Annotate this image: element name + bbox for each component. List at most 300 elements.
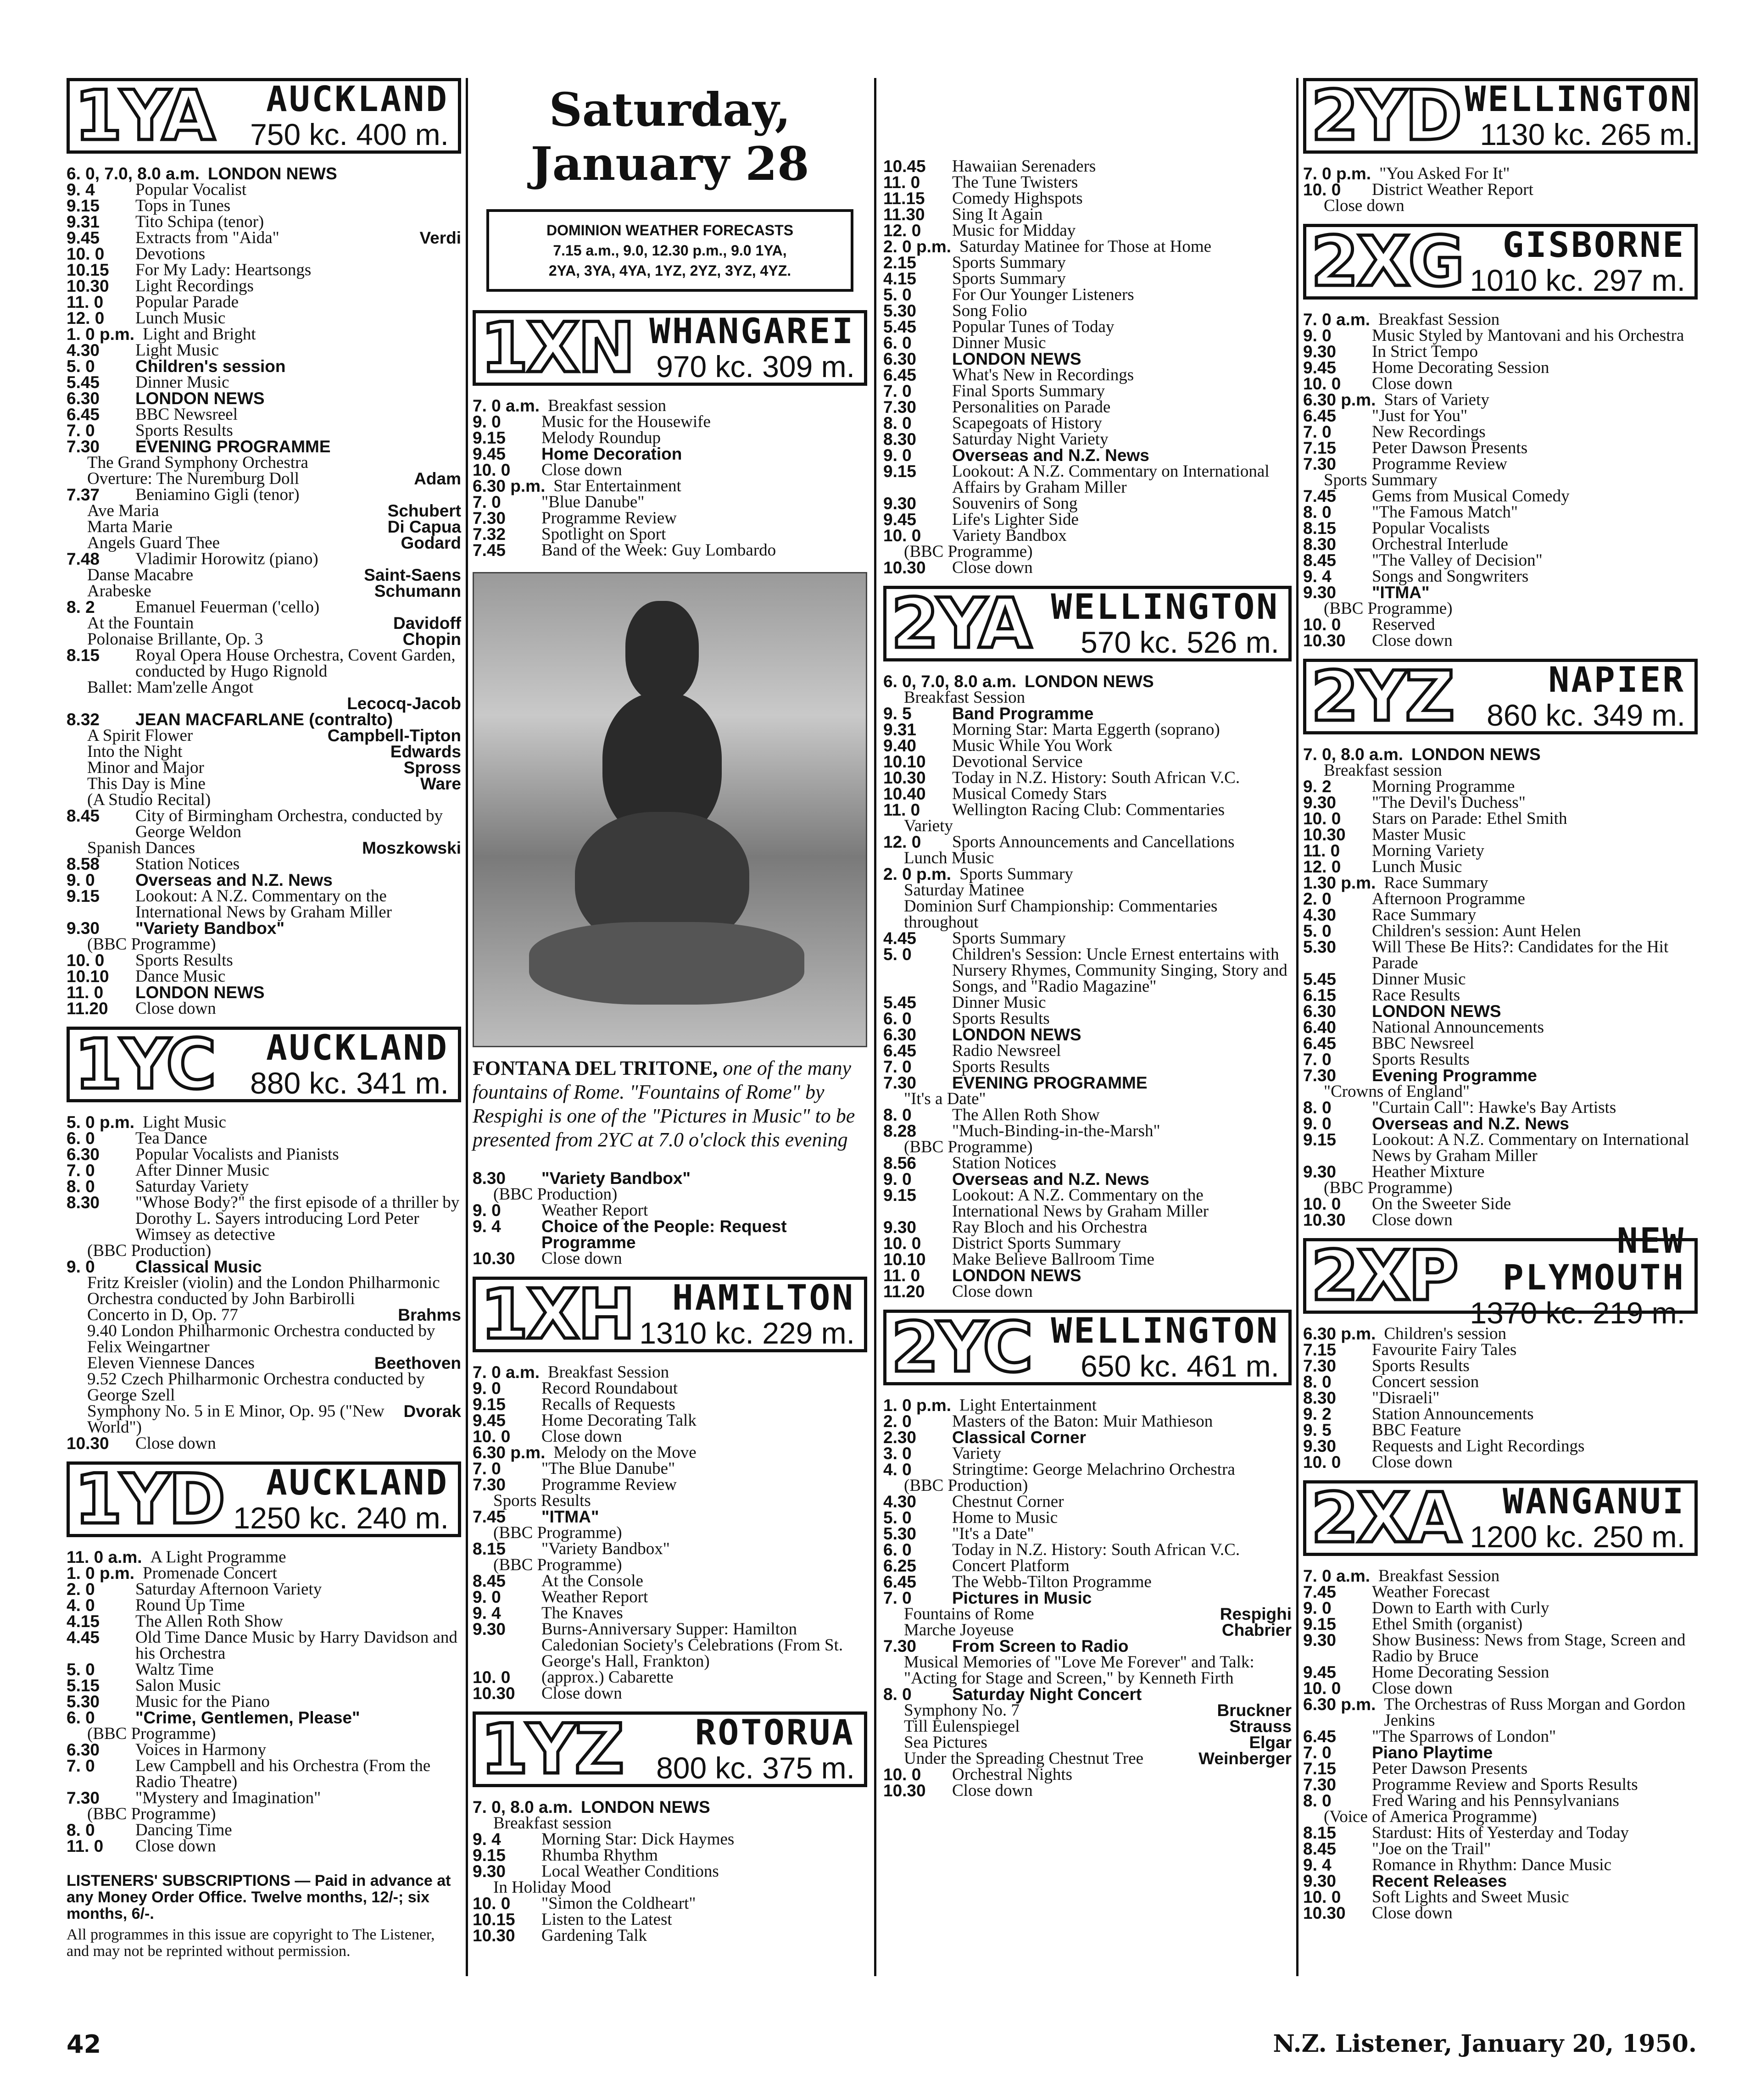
programme-time: 9.45 xyxy=(1303,358,1337,377)
programme-entry xyxy=(1303,552,1698,568)
programme-subline xyxy=(67,1307,461,1323)
programme-title: Lew Campbell and his Orchestra (From the Radio Theatre) xyxy=(135,1756,431,1791)
programme-title: Programme Review xyxy=(541,1475,677,1494)
programme-title: Stardust: Hits of Yesterday and Today xyxy=(1372,1823,1629,1842)
programme-subtext: (BBC Programme) xyxy=(87,1805,216,1823)
programme-entry xyxy=(473,1250,867,1267)
programme-title: Overseas and N.Z. News xyxy=(135,871,333,889)
programme-entry xyxy=(1303,1873,1698,1889)
programme-entry xyxy=(67,984,461,1000)
programme-entry xyxy=(1303,440,1698,456)
programme-entry xyxy=(883,1043,1292,1059)
programme-entry xyxy=(1303,746,1698,762)
programme-title: "The Devil's Duchess" xyxy=(1372,793,1526,812)
composer-name: Lecocq-Jacob xyxy=(347,694,461,713)
programme-entry xyxy=(67,1435,461,1451)
programme-time: 7. 0 a.m. xyxy=(1303,310,1371,329)
programme-title: Recent Releases xyxy=(1372,1872,1507,1890)
programme-entry xyxy=(1303,1019,1698,1035)
programme-entry xyxy=(883,1075,1292,1091)
programme-title: Master Music xyxy=(1372,825,1466,844)
programme-time: 7.30 xyxy=(883,1073,917,1092)
programme-title: Music for Midday xyxy=(952,221,1076,240)
programme-subline xyxy=(883,1654,1292,1686)
programme-time: 10. 0 xyxy=(67,244,105,263)
station-call-sign: 2YZ xyxy=(1311,656,1453,737)
programme-title: Popular Vocalists xyxy=(1372,519,1490,538)
composer-name: Schubert xyxy=(387,501,461,520)
programme-entry xyxy=(1303,1728,1698,1744)
programme-time: 6.30 p.m. xyxy=(473,1443,546,1462)
programme-title: Morning Programme xyxy=(1372,777,1515,796)
weather-line-2: 2YA, 3YA, 4YA, 1YZ, 2YZ, 3YZ, 4YZ. xyxy=(548,262,791,279)
programme-entry xyxy=(883,834,1292,850)
programme-entry xyxy=(883,1590,1292,1606)
programme-entry xyxy=(883,1219,1292,1235)
station-city: WELLINGTON xyxy=(1051,586,1279,627)
programme-time: 10.30 xyxy=(67,277,109,295)
programme-time: 9.15 xyxy=(67,887,100,906)
programme-subline xyxy=(67,1371,461,1403)
programme-subline xyxy=(883,1606,1292,1622)
programme-subtext: Breakfast session xyxy=(493,1814,612,1833)
station-call-sign: 1XN xyxy=(480,308,634,388)
programme-subtext: Polonaise Brillante, Op. 3 xyxy=(87,630,263,649)
programme-time: 9.15 xyxy=(883,1186,917,1205)
station-call-sign: 2YA xyxy=(891,583,1030,664)
programme-entry xyxy=(883,1445,1292,1461)
programme-entry xyxy=(1303,633,1698,649)
programme-subline xyxy=(883,1750,1292,1767)
programme-title: "Simon the Coldheart" xyxy=(541,1894,696,1913)
programme-time: 7.30 xyxy=(883,398,917,417)
programme-title: Soft Lights and Sweet Music xyxy=(1372,1888,1569,1906)
programme-title: EVENING PROGRAMME xyxy=(952,1073,1148,1092)
station-1ya xyxy=(67,78,461,1017)
programme-entry xyxy=(883,1429,1292,1445)
programme-time: 9. 4 xyxy=(473,1604,501,1622)
programme-time: 4.15 xyxy=(67,1612,100,1631)
station-info xyxy=(638,310,864,383)
programme-entry xyxy=(1303,1326,1698,1342)
programme-title: Dancing Time xyxy=(135,1821,232,1839)
programme-time: 11. 0 xyxy=(883,800,920,819)
programme-entry xyxy=(883,1107,1292,1123)
programme-title: After Dinner Music xyxy=(135,1161,269,1180)
programme-title: Gardening Talk xyxy=(541,1926,647,1945)
programme-title: Tops in Tunes xyxy=(135,196,231,215)
programme-title: Weather Forecast xyxy=(1372,1583,1490,1601)
programme-title: Sports Summary xyxy=(952,253,1066,272)
programme-entry xyxy=(1303,328,1698,344)
programme-entry xyxy=(883,1767,1292,1783)
programme-entry xyxy=(1303,843,1698,859)
station-header xyxy=(473,1274,867,1355)
programme-time: 9.30 xyxy=(883,494,917,513)
programme-entry xyxy=(473,1831,867,1847)
station-city: AUCKLAND xyxy=(266,1461,449,1503)
composer-name: Saint-Saens xyxy=(364,566,461,584)
programme-time: 9.45 xyxy=(473,444,506,463)
programme-title: In Strict Tempo xyxy=(1372,342,1478,361)
programme-time: 6.45 xyxy=(883,1041,917,1060)
programme-time: 6.30 xyxy=(67,389,100,408)
programme-title: The Allen Roth Show xyxy=(135,1612,283,1631)
programme-title: Lunch Music xyxy=(135,309,226,328)
programme-time: 6.40 xyxy=(1303,1018,1337,1037)
programme-title: Breakfast Session xyxy=(548,1363,669,1382)
programme-entry xyxy=(1303,1003,1698,1019)
programme-title: Classical Music xyxy=(135,1257,262,1276)
programme-subline xyxy=(883,1718,1292,1734)
programme-entry xyxy=(883,319,1292,335)
programme-entry xyxy=(1303,1744,1698,1761)
programme-entry xyxy=(473,1477,867,1493)
programme-title: "Crime, Gentlemen, Please" xyxy=(135,1708,360,1727)
programme-time: 2. 0 xyxy=(67,1580,95,1599)
programme-time: 6.30 p.m. xyxy=(1303,1695,1376,1714)
programme-time: 6. 0, 7.0, 8.0 a.m. xyxy=(67,164,200,183)
programme-title: Musical Comedy Stars xyxy=(952,784,1107,803)
programme-time: 1. 0 p.m. xyxy=(67,1564,135,1583)
programme-time: 5. 0 p.m. xyxy=(67,1113,135,1132)
programme-subtext: (BBC Programme) xyxy=(904,542,1033,561)
programme-entry xyxy=(1303,1761,1698,1777)
station-frequency: 970 kc. 309 m. xyxy=(656,349,855,383)
programme-entry xyxy=(473,398,867,414)
programme-entry xyxy=(473,1685,867,1701)
programme-title: "Blue Danube" xyxy=(541,493,645,511)
programme-title: "Much-Binding-in-the-Marsh" xyxy=(952,1122,1160,1140)
programme-entry xyxy=(1303,182,1698,198)
programme-time: 6.45 xyxy=(67,405,100,424)
programme-time: 8.28 xyxy=(883,1122,917,1140)
station-call-sign: 2XG xyxy=(1311,222,1463,302)
programme-subtext: (A Studio Recital) xyxy=(87,790,211,809)
station-call-sign: 1YD xyxy=(74,1459,224,1539)
programme-entry xyxy=(67,968,461,984)
programme-title: LONDON NEWS xyxy=(1372,1002,1501,1021)
programme-time: 9. 2 xyxy=(1303,777,1332,796)
programme-subtext: (BBC Production) xyxy=(87,1241,212,1260)
programme-subtext: Musical Memories of "Love Me Forever" and Talk: "Acting for Stage and Screen," by Kenneth Firth xyxy=(904,1653,1254,1688)
programme-title: Close down xyxy=(135,1434,216,1453)
programme-time: 8.30 xyxy=(1303,1389,1337,1407)
programme-subtext: At the Fountain xyxy=(87,614,194,633)
programme-title: Heather Mixture xyxy=(1372,1162,1485,1181)
station-city: WANGANUI xyxy=(1502,1480,1685,1522)
programme-title: Race Summary xyxy=(1384,873,1488,892)
programme-time: 6.25 xyxy=(883,1556,917,1575)
programme-title: Chestnut Corner xyxy=(952,1492,1064,1511)
programme-title: Spotlight on Sport xyxy=(541,525,666,544)
programme-entry xyxy=(473,478,867,494)
programme-title: District Sports Summary xyxy=(952,1234,1121,1253)
programme-subtext: (BBC Programme) xyxy=(1324,599,1453,618)
programme-time: 7.30 xyxy=(1303,1356,1337,1375)
programme-entry xyxy=(67,1565,461,1581)
programme-entry xyxy=(473,1605,867,1621)
programme-entry xyxy=(883,754,1292,770)
programme-title: Burns-Anniversary Supper: Hamilton Caledonian Society's Celebrations (From St. George's Hall, Frankton) xyxy=(541,1620,843,1671)
programme-time: 10. 0 xyxy=(883,526,921,545)
programme-time: 7. 0 xyxy=(473,1459,501,1478)
programme-time: 11. 0 xyxy=(67,983,104,1002)
programme-entry xyxy=(1303,1793,1698,1809)
programme-subtext: Angels Guard Thee xyxy=(87,533,220,552)
programme-subline xyxy=(883,850,1292,866)
programme-subtext: (BBC Production) xyxy=(493,1185,618,1204)
programme-entry xyxy=(1303,907,1698,923)
programme-title: What's New in Recordings xyxy=(952,366,1134,384)
programme-entry xyxy=(883,1171,1292,1187)
programme-title: Tito Schipa (tenor) xyxy=(135,212,264,231)
programme-title: Romance in Rhythm: Dance Music xyxy=(1372,1856,1612,1874)
composer-name: Di Capua xyxy=(387,517,461,536)
programme-time: 9. 5 xyxy=(883,704,912,723)
programme-entry xyxy=(1303,392,1698,408)
column-1 xyxy=(67,78,461,1960)
programme-entry xyxy=(67,1259,461,1275)
programme-time: 4.15 xyxy=(883,269,917,288)
programme-title: Sing It Again xyxy=(952,205,1043,224)
programme-time: 9. 4 xyxy=(1303,1856,1332,1874)
programme-title: Piano Playtime xyxy=(1372,1743,1493,1762)
programme-entry xyxy=(67,1678,461,1694)
programme-entry xyxy=(883,1155,1292,1171)
programme-title: Concert Platform xyxy=(952,1556,1070,1575)
programme-time: 10. 0 xyxy=(473,1894,511,1913)
programme-entry xyxy=(883,206,1292,222)
programme-title: Saturday Afternoon Variety xyxy=(135,1580,322,1599)
programme-time: 7.30 xyxy=(67,437,100,456)
programme-time: 9.30 xyxy=(1303,583,1337,602)
programme-time: 11.15 xyxy=(883,189,925,208)
programme-time: 6. 0 xyxy=(883,1540,912,1559)
programme-subline xyxy=(473,1557,867,1573)
programme-entry xyxy=(883,560,1292,576)
programme-subline xyxy=(883,898,1292,930)
programme-time: 9.45 xyxy=(67,228,100,247)
programme-title: Rhumba Rhythm xyxy=(541,1846,658,1865)
programme-entry xyxy=(67,1178,461,1194)
station-city: NEW PLYMOUTH xyxy=(1502,1220,1685,1298)
programme-title: Round Up Time xyxy=(135,1596,245,1615)
programme-title: Pictures in Music xyxy=(952,1589,1092,1607)
station-header xyxy=(1303,224,1698,300)
programme-entry xyxy=(1303,584,1698,600)
composer-name: Campbell-Tipton xyxy=(327,726,461,745)
copyright-text: All programmes in this issue are copyright to The Listener, and may not be reprinted without permission. xyxy=(67,1926,435,1960)
programme-time: 7. 0, 8.0 a.m. xyxy=(473,1798,573,1817)
programme-title: Choice of the People: Request Programme xyxy=(541,1217,787,1252)
programme-entry xyxy=(1303,859,1698,875)
programme-title: "You Asked For It" xyxy=(1379,164,1510,183)
programme-title: Music for the Housewife xyxy=(541,412,711,431)
programme-subtext: Till Eulenspiegel xyxy=(904,1717,1020,1736)
programme-title: Close down xyxy=(1372,1453,1453,1472)
programme-time: 10.15 xyxy=(67,261,109,279)
station-info xyxy=(218,78,458,151)
programme-title: Lookout: A N.Z. Commentary on the International News by Graham Miller xyxy=(135,887,392,922)
programme-subtext: 9.52 Czech Philharmonic Orchestra conducted by George Szell xyxy=(87,1370,425,1405)
programme-time: 10.10 xyxy=(67,967,109,986)
programme-title: The Allen Roth Show xyxy=(952,1106,1100,1124)
programme-title: Light Music xyxy=(135,341,219,360)
programme-entry xyxy=(1303,520,1698,536)
programme-time: 8.45 xyxy=(1303,1839,1337,1858)
station-frequency: 1310 kc. 229 m. xyxy=(639,1316,855,1350)
programme-time: 12. 0 xyxy=(883,833,921,851)
programme-time: 7. 0 a.m. xyxy=(473,1363,540,1382)
programme-title: LONDON NEWS xyxy=(135,983,265,1002)
programme-subtext: Ballet: Mam'zelle Angot xyxy=(87,678,254,697)
programme-title: LONDON NEWS xyxy=(1411,745,1541,764)
programme-entry xyxy=(883,994,1292,1011)
programme-entry xyxy=(473,542,867,558)
page-title: Saturday, January 28 xyxy=(530,83,809,191)
column-4 xyxy=(1303,78,1698,1921)
programme-title: LONDON NEWS xyxy=(135,389,265,408)
programme-time: 9.30 xyxy=(473,1862,506,1881)
programme-subtext: Sea Pictures xyxy=(904,1733,987,1752)
programme-entry xyxy=(883,447,1292,463)
programme-title: Sports Summary xyxy=(952,269,1066,288)
programme-time: 7.30 xyxy=(1303,1066,1337,1085)
programme-title: From Screen to Radio xyxy=(952,1637,1129,1656)
programme-entry xyxy=(1303,1132,1698,1164)
programme-title: Popular Tunes of Today xyxy=(952,317,1115,336)
programme-time: 7.37 xyxy=(67,485,100,504)
programme-time: 10.30 xyxy=(883,768,926,787)
programme-time: 5. 0 xyxy=(67,1660,95,1679)
programme-entry xyxy=(1303,1600,1698,1616)
programme-entry xyxy=(473,1444,867,1461)
programme-subline xyxy=(883,882,1292,898)
programme-time: 8.58 xyxy=(67,855,100,873)
station-city: HAMILTON xyxy=(672,1277,855,1318)
programme-title: Waltz Time xyxy=(135,1660,214,1679)
programme-title: Home Decorating Talk xyxy=(541,1411,697,1430)
programme-title: Souvenirs of Song xyxy=(952,494,1078,513)
spacer xyxy=(87,695,347,711)
programme-title: BBC Newsreel xyxy=(1372,1034,1474,1053)
programme-title: Race Summary xyxy=(1372,906,1477,924)
programme-time: 6.30 xyxy=(1303,1002,1337,1021)
programme-title: Music for the Piano xyxy=(135,1692,270,1711)
programme-time: 7.45 xyxy=(1303,1583,1337,1601)
programme-time: 9. 0 xyxy=(883,1170,912,1189)
programme-subtext: Symphony No. 5 in E Minor, Op. 95 ("New World") xyxy=(87,1402,385,1437)
station-header xyxy=(67,1461,461,1537)
subscriptions-text: LISTENERS' SUBSCRIPTIONS — Paid in advance at any Money Order Office. Twelve months, 12/-; six months, 6/-. xyxy=(67,1872,451,1922)
programme-title: Sports Results xyxy=(1372,1050,1470,1069)
programme-subline xyxy=(473,1493,867,1509)
programme-title: National Announcements xyxy=(1372,1018,1544,1037)
programme-title: "Variety Bandbox" xyxy=(541,1169,691,1188)
programme-entry xyxy=(67,1581,461,1597)
programme-time: 6. 0 xyxy=(883,1009,912,1028)
programme-entry xyxy=(67,1838,461,1854)
programme-entry xyxy=(1303,1438,1698,1454)
programme-time: 7.15 xyxy=(1303,439,1337,457)
programme-subtext: A Spirit Flower xyxy=(87,726,193,745)
programme-time: 11. 0 xyxy=(67,293,104,311)
programme-subline xyxy=(67,776,461,792)
station-info xyxy=(1036,1310,1288,1383)
programme-title: Home to Music xyxy=(952,1508,1058,1527)
programme-time: 10.30 xyxy=(473,1249,515,1268)
programme-title: Programme Review and Sports Results xyxy=(1372,1775,1638,1794)
programme-time: 6. 0 xyxy=(883,333,912,352)
programme-entry xyxy=(883,1283,1292,1300)
programme-time: 5.45 xyxy=(1303,970,1337,989)
programme-time: 11. 0 xyxy=(67,1837,104,1856)
programme-entry xyxy=(1303,1422,1698,1438)
programme-title: Favourite Fairy Tales xyxy=(1372,1340,1517,1359)
programme-entry xyxy=(883,158,1292,174)
programme-time: 6.30 p.m. xyxy=(473,477,546,495)
station-call-sign: 2XP xyxy=(1311,1236,1457,1316)
programme-title: LONDON NEWS xyxy=(581,1798,710,1817)
programme-subtext: Into the Night xyxy=(87,742,183,761)
programme-title: Star Entertainment xyxy=(553,477,681,495)
programme-entry xyxy=(473,1621,867,1669)
programme-time: 8.45 xyxy=(67,806,100,825)
programme-time: 2. 0 xyxy=(883,1412,912,1431)
station-city: ROTORUA xyxy=(695,1711,855,1753)
programme-title: Sports Results xyxy=(135,951,233,970)
programme-time: 9.15 xyxy=(1303,1615,1337,1633)
programme-entry xyxy=(883,1558,1292,1574)
programme-title: "Curtain Call": Hawke's Bay Artists xyxy=(1372,1098,1616,1117)
station-header xyxy=(67,1024,461,1105)
programme-entry xyxy=(883,415,1292,431)
programme-title: Dance Music xyxy=(135,967,226,986)
programme-title: Close down xyxy=(1372,374,1453,393)
programme-title: Stars on Parade: Ethel Smith xyxy=(1372,809,1567,828)
programme-entry xyxy=(67,1742,461,1758)
programme-entry xyxy=(883,770,1292,786)
programme-entry xyxy=(473,462,867,478)
programme-time: 7.48 xyxy=(67,550,100,568)
programme-entry xyxy=(883,786,1292,802)
programme-title: At the Console xyxy=(541,1572,643,1590)
programme-title: Royal Opera House Orchestra, Covent Garden, conducted by Hugo Rignold xyxy=(135,646,456,681)
programme-time: 7.30 xyxy=(1303,1775,1337,1794)
programme-entry xyxy=(473,446,867,462)
programme-title: Popular Parade xyxy=(135,293,239,311)
programme-entry xyxy=(67,1790,461,1806)
programme-time: 5.30 xyxy=(883,301,917,320)
programme-time: 6.30 p.m. xyxy=(1303,1324,1376,1343)
programme-time: 6.45 xyxy=(1303,406,1337,425)
programme-time: 9. 2 xyxy=(1303,1405,1332,1423)
programme-subline xyxy=(67,1275,461,1307)
programme-entry xyxy=(67,422,461,439)
weather-box xyxy=(486,209,853,292)
programme-title: "Variety Bandbox" xyxy=(135,919,285,938)
programme-time: 9.30 xyxy=(1303,342,1337,361)
programme-time: 10.30 xyxy=(1303,631,1346,650)
composer-line xyxy=(67,695,461,711)
programme-title: Sports Results xyxy=(952,1009,1050,1028)
programme-entry xyxy=(883,495,1292,511)
programme-time: 6.45 xyxy=(1303,1034,1337,1053)
composer-name: Brahms xyxy=(398,1306,461,1324)
programme-entry xyxy=(67,872,461,888)
programme-subtext: 9.40 London Philharmonic Orchestra conducted by Felix Weingartner xyxy=(87,1322,435,1356)
